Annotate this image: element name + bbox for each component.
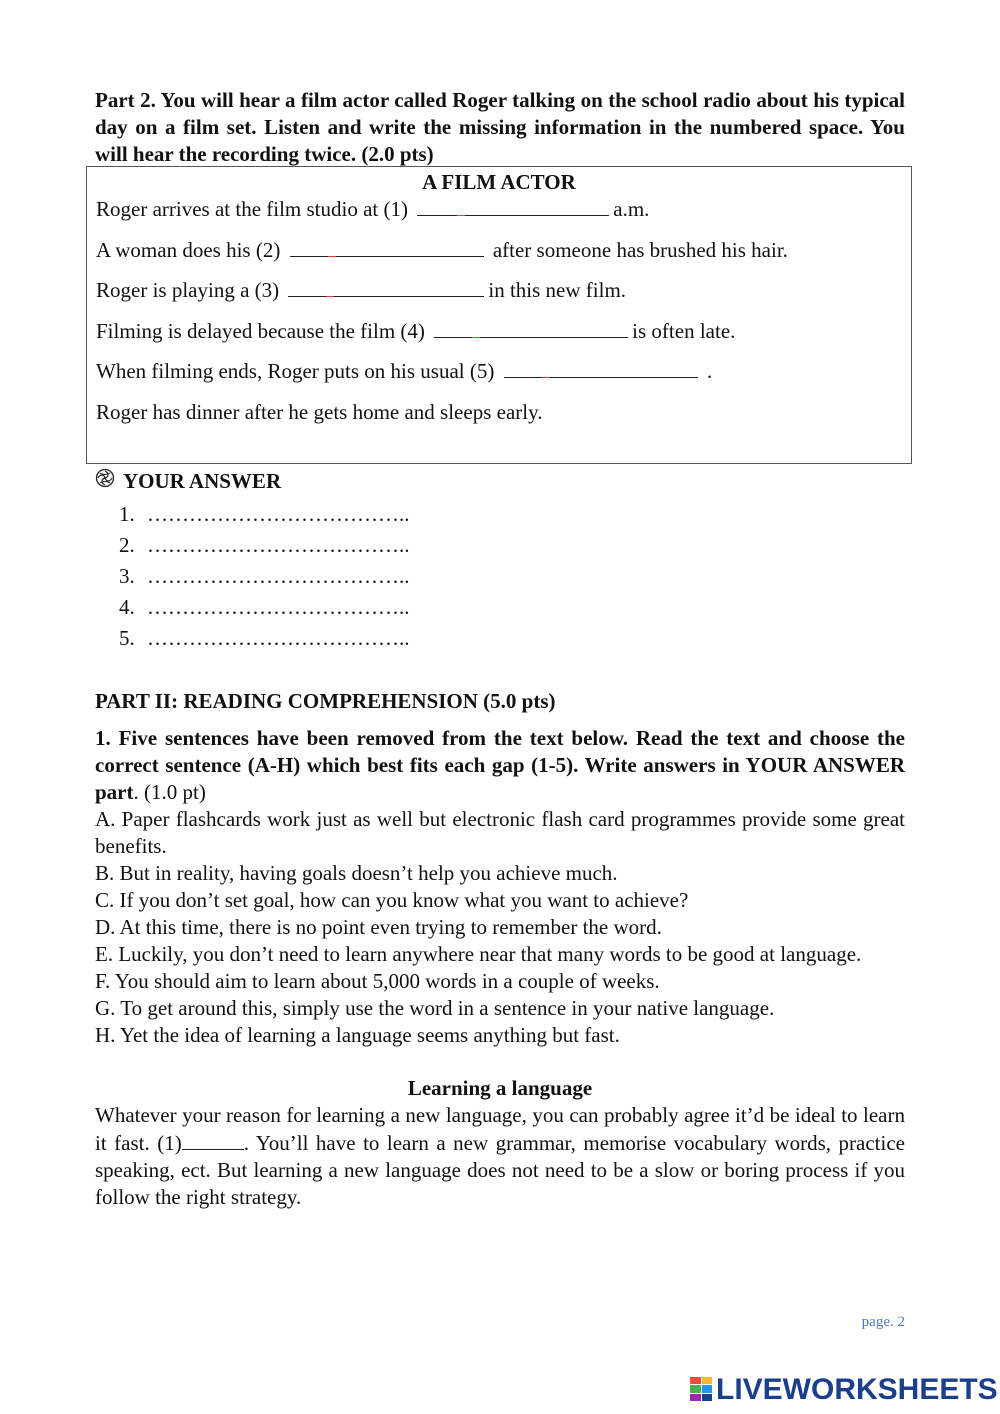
option-c: C. If you don’t set goal, how can you know what you want to achieve? — [95, 888, 689, 912]
option-a: A. Paper flashcards work just as well but electronic flash card programmes provide some great benefits. — [95, 807, 905, 858]
liveworksheets-logo[interactable] — [690, 1374, 998, 1404]
answer-blank-2[interactable] — [290, 237, 484, 257]
answer-list — [95, 499, 905, 654]
answer-blank-5[interactable] — [504, 358, 698, 378]
gap-line-4: Filming is delayed because the film (4) is often late. — [96, 319, 736, 343]
option-b: B. But in reality, having goals doesn’t help you achieve much. — [95, 861, 618, 885]
text-title: Learning a language — [407, 1076, 593, 1100]
option-d: D. At this time, there is no point even trying to remember the word. — [95, 915, 662, 939]
text-body: Whatever your reason for learning a new language, you can probably agree it’d be ideal to learn it fast. (1) . You’ll have to learn a new grammar, memorise vocabulary words, practice speaking, ect. But learning a new language does not need to be a slow or boring process if you follow the right strategy. — [95, 1103, 905, 1209]
gap-line-6: Roger has dinner after he gets home and sleeps early. — [96, 400, 543, 424]
task-instructions: 1. Five sentences have been removed from the text below. Read the text and choose the correct sentence (A-H) which best fits each gap (1-5). Write answers in YOUR ANSWER part. (1.0 pt) — [95, 726, 905, 804]
part2-instructions: Part 2. You will hear a film actor called Roger talking on the school radio about his typical day on a film set. Listen and write the missing information in the numbered space. You will hear the recording twice. (2.0 pts) — [95, 88, 905, 166]
reading-section — [95, 688, 905, 1211]
part2-header — [95, 87, 905, 168]
option-e: E. Luckily, you don’t need to learn anywhere near that many words to be good at language. — [95, 942, 862, 966]
your-answer-section — [95, 468, 905, 654]
list-item[interactable]: 2. ……………………………….. — [119, 533, 410, 557]
gap-line-2: A woman does his (2) after someone has brushed his hair. — [96, 238, 788, 262]
logo-icon — [690, 1377, 712, 1401]
option-h: H. Yet the idea of learning a language seems anything but fast. — [95, 1023, 620, 1047]
answer-blank-3[interactable] — [288, 277, 484, 297]
film-actor-box — [86, 166, 912, 464]
film-actor-title: A FILM ACTOR — [422, 170, 576, 194]
spiral-icon — [95, 468, 115, 495]
answer-blank-4[interactable] — [434, 318, 628, 338]
logo-text: LIVEWORKSHEETS — [716, 1372, 998, 1406]
list-item[interactable]: 3. ……………………………….. — [119, 564, 410, 588]
gap-line-3: Roger is playing a (3) in this new film. — [96, 278, 627, 302]
your-answer-title: YOUR ANSWER — [95, 468, 905, 495]
option-g: G. To get around this, simply use the word in a sentence in your native language. — [95, 996, 775, 1020]
gap-line-1: Roger arrives at the film studio at (1) a.m. — [96, 197, 650, 221]
reading-gap-1[interactable] — [182, 1129, 244, 1150]
page-number: page. 2 — [861, 1314, 905, 1330]
option-f: F. You should aim to learn about 5,000 words in a couple of weeks. — [95, 969, 660, 993]
list-item[interactable]: 5. ……………………………….. — [119, 626, 410, 650]
answer-blank-1[interactable] — [417, 196, 609, 216]
section-title: PART II: READING COMPREHENSION (5.0 pts) — [95, 689, 556, 713]
list-item[interactable]: 4. ……………………………….. — [119, 595, 410, 619]
gap-line-5: When filming ends, Roger puts on his usual (5) . — [96, 359, 713, 383]
list-item[interactable]: 1. ……………………………….. — [119, 502, 410, 526]
